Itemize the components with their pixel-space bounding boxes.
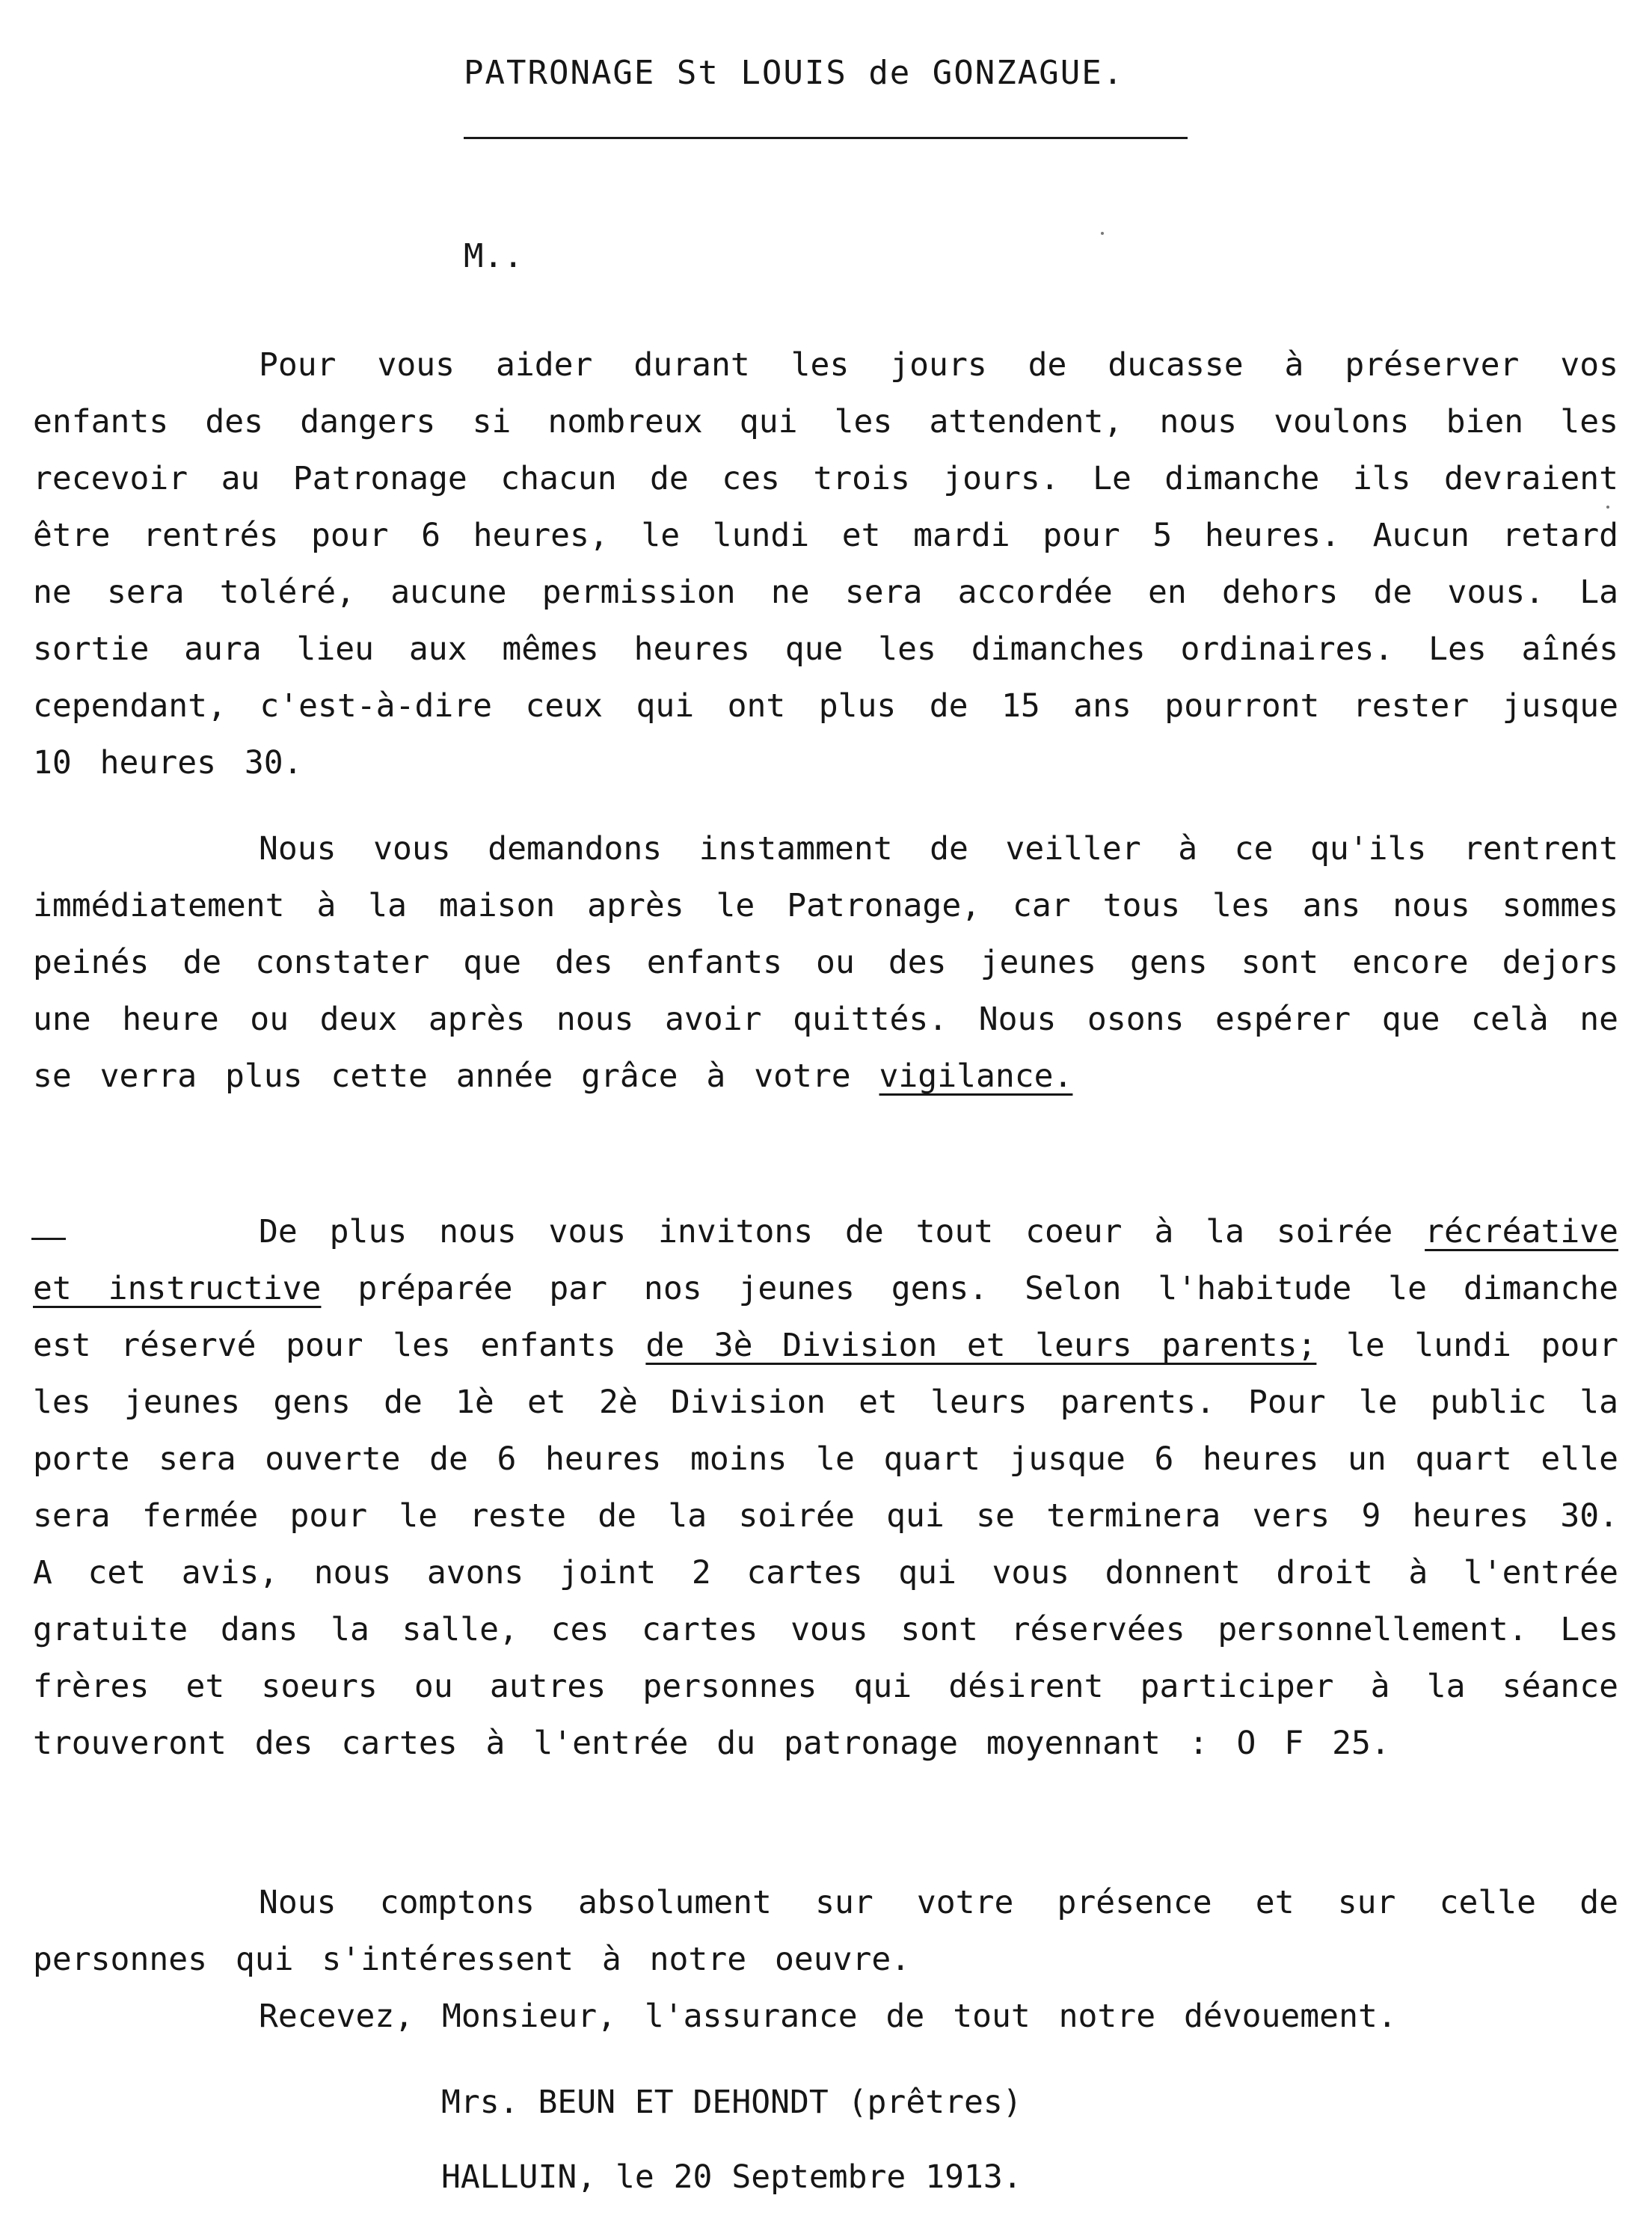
paragraph-return-home xyxy=(33,820,1618,1105)
salutation: M.. xyxy=(464,237,523,275)
paragraph-3-text-b: préparée par nos jeunes gens. Selon l'habitude le dimanche est réservé pour les enfants xyxy=(33,1270,1618,1364)
paper-speck xyxy=(1101,232,1104,235)
paragraph-3-text-a: De plus nous vous invitons de tout coeur à la soirée xyxy=(259,1213,1393,1250)
closing-text: Recevez, Monsieur, l'assurance de tout notre dévouement. xyxy=(259,1998,1397,2035)
letter-title: PATRONAGE St LOUIS de GONZAGUE. xyxy=(464,54,1125,92)
title-underline-rule xyxy=(464,137,1188,139)
paragraph-2-text: Nous vous demandons instamment de veiller à ce qu'ils rentrent immédiatement à la maison après le Patronage, car tous les ans nous sommes peinés de constater que des enfants ou des jeunes gens sont encore dejors une heure ou deux après nous avoir quittés. Nous osons espérer que celà ne se verra plus cette année grâce à votre xyxy=(33,830,1618,1095)
paragraph-3-text-c: le lundi pour les jeunes gens de 1è et 2è Division et leurs parents. Pour le public la porte sera ouverte de 6 heures moins le quart jusque 6 heures un quart elle sera fermée pour le reste de la soirée qui se terminera vers 9 heures 30. A cet avis, nous avons joint 2 cartes qui vous donnent droit à l'entrée gratuite dans la salle, ces cartes vous sont réservées personnellement. Les frères et soeurs ou autres personnes qui désirent participer à la séance trouveront des cartes à l'entrée du patronage moyennant : O F 25. xyxy=(33,1327,1619,1762)
paragraph-ducasse-schedule xyxy=(33,337,1618,791)
signature-line: Mrs. BEUN ET DEHONDT (prêtres) xyxy=(441,2084,1022,2121)
underlined-division-parents: de 3è Division et leurs parents; xyxy=(645,1327,1317,1364)
place-and-date: HALLUIN, le 20 Septembre 1913. xyxy=(441,2158,1022,2196)
paragraph-presence xyxy=(33,1874,1618,1988)
paragraph-closing xyxy=(33,1988,1618,2045)
paragraph-soiree-invitation xyxy=(33,1203,1618,1772)
paper-speck xyxy=(1606,506,1609,509)
paragraph-4-text: Nous comptons absolument sur votre présence et sur celle de personnes qui s'intéressent à notre oeuvre. xyxy=(33,1884,1618,1978)
paragraph-1-text: Pour vous aider durant les jours de ducasse à préserver vos enfants des dangers si nombreux qui les attendent, nous voulons bien les recevoir au Patronage chacun de ces trois jours. Le dimanche ils devraient être rentrés pour 6 heures, le lundi et mardi pour 5 heures. Aucun retard ne sera toléré, aucune permission ne sera accordée en dehors de vous. La sortie aura lieu aux mêmes heures que les dimanches ordinaires. Les aînés cependant, c'est-à-dire ceux qui ont plus de 15 ans pourront rester jusque 10 heures 30. xyxy=(33,346,1618,782)
underlined-vigilance: vigilance. xyxy=(879,1058,1073,1095)
underlined-recreative-instructive: récréative et instructive xyxy=(33,1213,1619,1307)
